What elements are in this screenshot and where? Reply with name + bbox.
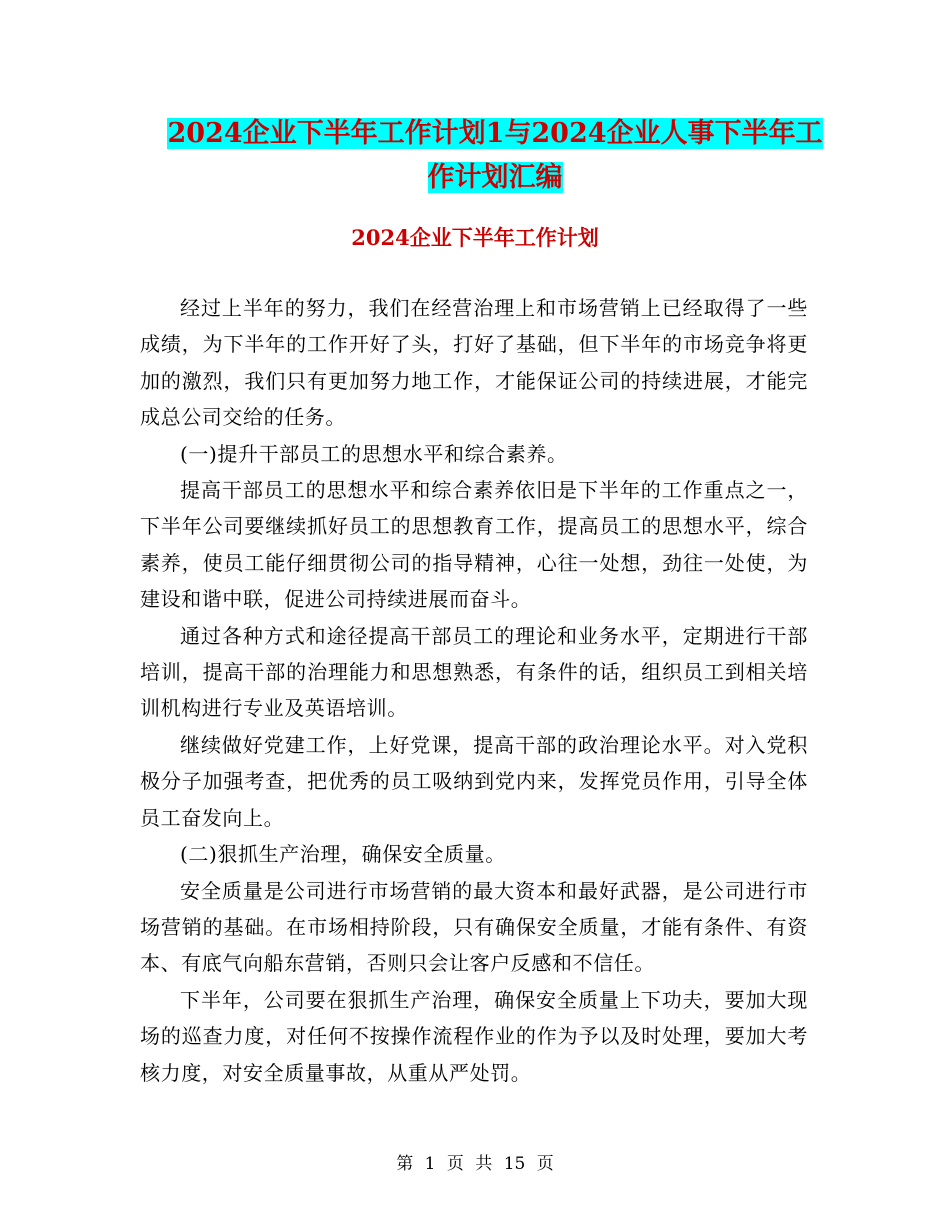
paragraph: 经过上半年的努力，我们在经营治理上和市场营销上已经取得了一些成绩，为下半年的工作开好了头，打好了基础，但下半年的市场竞争将更加的激烈，我们只有更加努力地工作，才能保证公司的持续进展，才能完成总公司交给的任务。: [140, 296, 808, 430]
paragraph: 继续做好党建工作，上好党课，提高干部的政治理论水平。对入党积极分子加强考查，把优秀的员工吸纳到党内来，发挥党员作用，引导全体员工奋发向上。: [140, 732, 808, 830]
paragraph: (二)狠抓生产治理，确保安全质量。: [180, 842, 506, 867]
paragraph: 安全质量是公司进行市场营销的最大资本和最好武器，是公司进行市场营销的基础。在市场相持阶段，只有确保安全质量，才能有条件、有资本、有底气向船东营销，否则只会让客户反感和不信任。: [140, 878, 808, 976]
page-footer: 第 1 页 共 15 页: [396, 1154, 554, 1174]
section-heading: 2024企业下半年工作计划: [351, 225, 599, 250]
document-title: [140, 112, 850, 200]
document-body: [140, 290, 808, 1091]
title-line-2: 作计划汇编: [427, 162, 563, 193]
paragraph: (一)提升干部员工的思想水平和综合素养。: [180, 441, 568, 466]
paragraph: 通过各种方式和途径提高干部员工的理论和业务水平，定期进行干部培训，提高干部的治理能力和思想熟悉，有条件的话，组织员工到相关培训机构进行专业及英语培训。: [140, 623, 808, 721]
paragraph: 下半年，公司要在狠抓生产治理，确保安全质量上下功夫，要加大现场的巡查力度，对任何不按操作流程作业的作为予以及时处理，要加大考核力度，对安全质量事故，从重从严处罚。: [140, 987, 808, 1085]
title-line-1: 2024企业下半年工作计划1与2024企业人事下半年工: [167, 118, 823, 149]
paragraph: 提高干部员工的思想水平和综合素养依旧是下半年的工作重点之一，下半年公司要继续抓好员工的思想教育工作，提高员工的思想水平，综合素养，使员工能仔细贯彻公司的指导精神，心往一处想，劲往一处使，为建设和谐中联，促进公司持续进展而奋斗。: [140, 478, 808, 612]
